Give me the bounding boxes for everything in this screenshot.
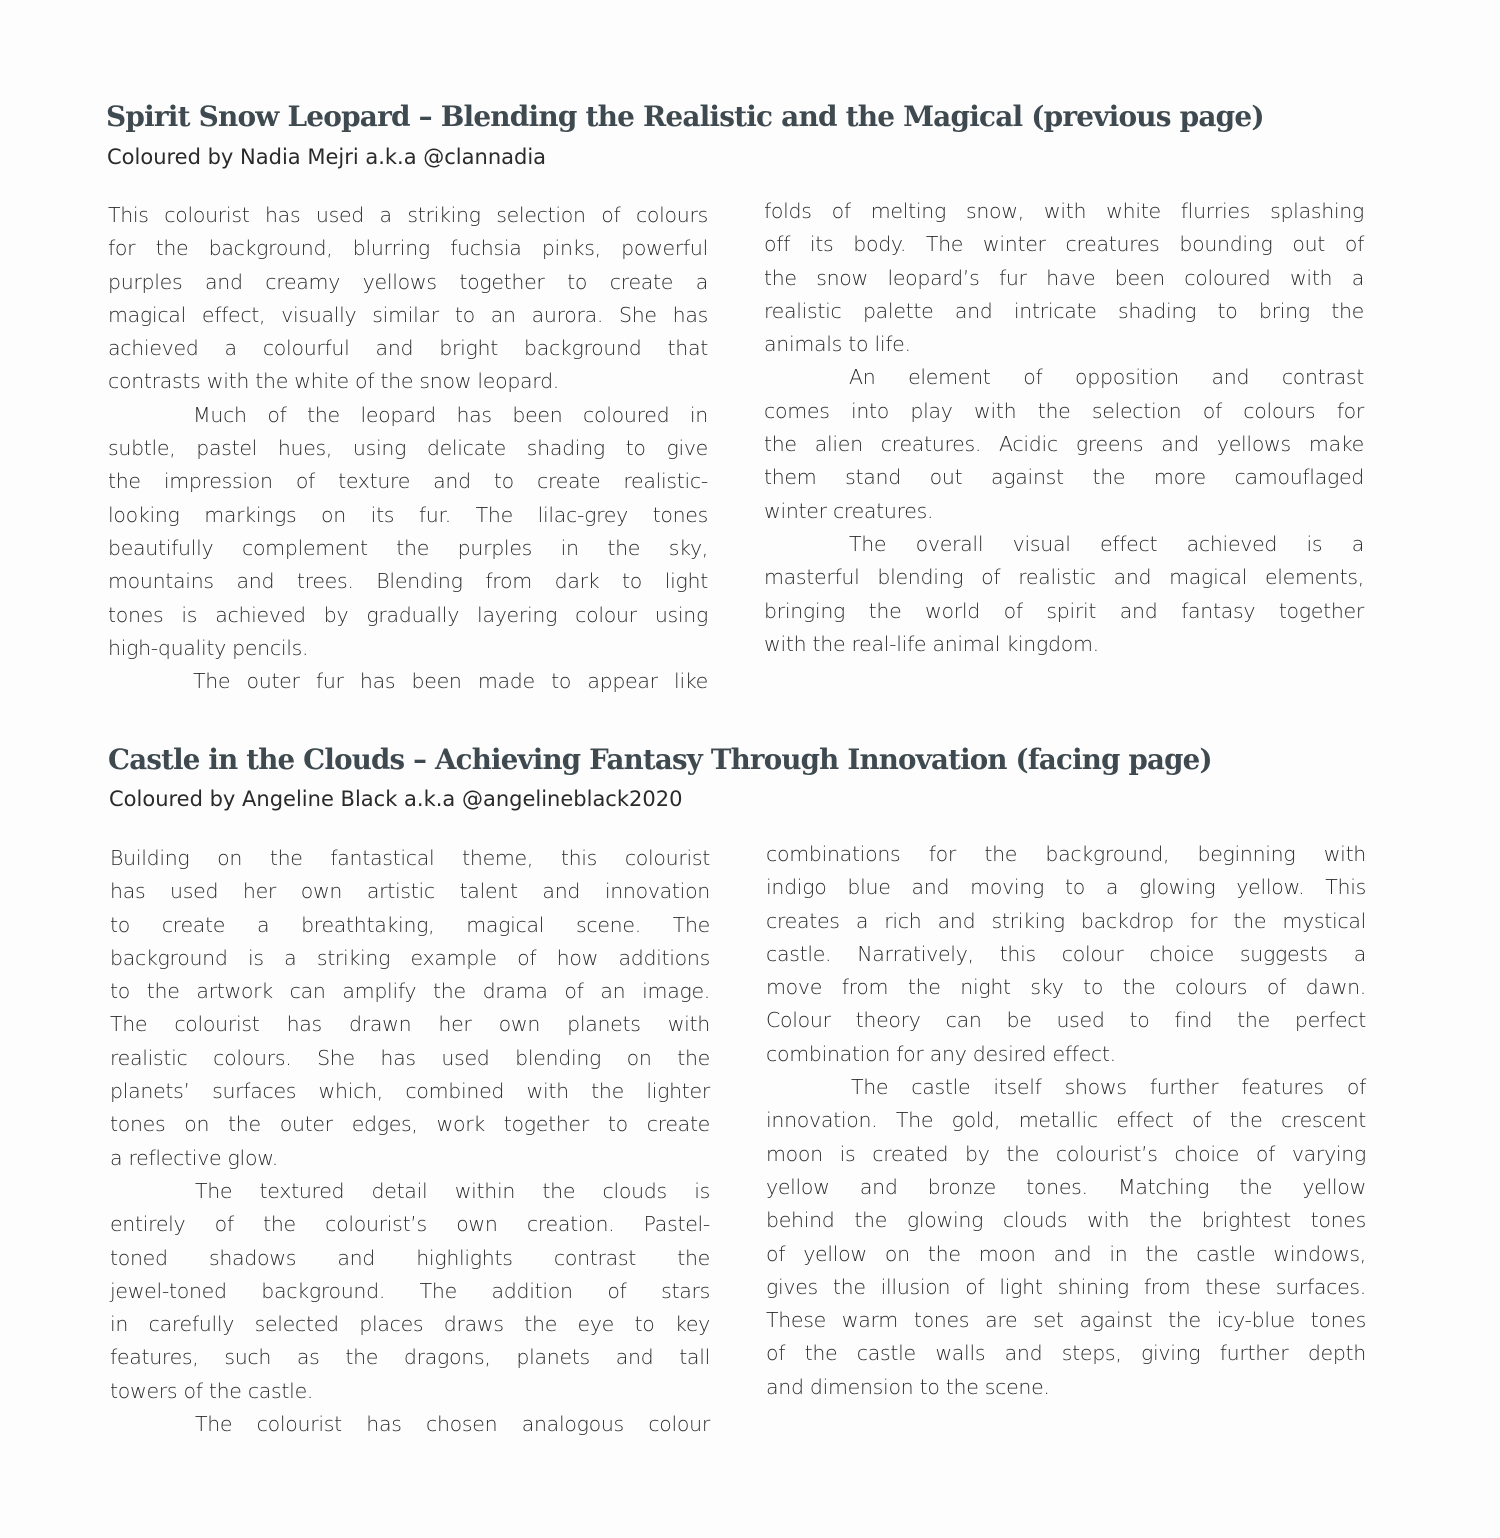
- section-title: Castle in the Clouds – Achieving Fantasy Through Innovation (facing page): [108, 743, 1212, 776]
- text-line: combination for any desired effect.: [766, 1041, 1116, 1066]
- text-line: to the artwork can amplify the drama of an image.: [110, 979, 710, 1004]
- text-line: the impression of texture and to create realistic-: [108, 469, 708, 494]
- text-line: them stand out against the more camouflaged: [764, 465, 1364, 490]
- text-line: of the castle walls and steps, giving further depth: [766, 1341, 1366, 1366]
- text-line: toned shadows and highlights contrast the: [110, 1245, 710, 1270]
- text-line: towers of the castle.: [110, 1378, 314, 1403]
- text-line: tones on the outer edges, work together to create: [110, 1112, 710, 1137]
- text-line: behind the glowing clouds with the brightest tones: [766, 1208, 1366, 1233]
- text-line: looking markings on its fur. The lilac-grey tones: [108, 502, 708, 527]
- section-title: Spirit Snow Leopard – Blending the Realistic and the Magical (previous page): [106, 100, 1264, 133]
- text-line: with the real-life animal kingdom.: [764, 631, 1099, 656]
- text-line: The colourist has drawn her own planets with: [110, 1012, 710, 1037]
- text-line: gives the illusion of light shining from these surfaces.: [766, 1274, 1366, 1299]
- text-line: the snow leopard’s fur have been coloured with a: [764, 265, 1364, 290]
- text-line: high-quality pencils.: [108, 635, 309, 660]
- text-line: innovation. The gold, metallic effect of the crescent: [766, 1108, 1366, 1133]
- text-line: winter creatures.: [764, 498, 934, 523]
- text-line: has used her own artistic talent and innovation: [110, 879, 710, 904]
- text-line: Building on the fantastical theme, this colourist: [110, 846, 710, 870]
- text-line: An element of opposition and contrast: [849, 365, 1364, 390]
- text-line: and dimension to the scene.: [766, 1374, 1050, 1399]
- text-line: indigo blue and moving to a glowing yellow. This: [766, 875, 1366, 900]
- text-line: folds of melting snow, with white flurries splashing: [764, 199, 1364, 223]
- text-line: creates a rich and striking backdrop for the mystical: [766, 908, 1366, 933]
- text-line: Colour theory can be used to find the perfect: [766, 1008, 1366, 1033]
- text-line: castle. Narratively, this colour choice suggests a: [766, 941, 1366, 966]
- text-line: planets’ surfaces which, combined with the lighter: [110, 1079, 710, 1104]
- text-column-left: [108, 199, 708, 698]
- text-line: The castle itself shows further features of: [851, 1075, 1366, 1100]
- text-line: yellow and bronze tones. Matching the yellow: [766, 1174, 1366, 1199]
- text-line: features, such as the dragons, planets and tall: [110, 1345, 710, 1370]
- section-byline: Coloured by Angeline Black a.k.a @angelineblack2020: [109, 787, 683, 811]
- text-line: These warm tones are set against the icy-blue tones: [766, 1308, 1366, 1333]
- text-line: comes into play with the selection of colours for: [764, 398, 1364, 423]
- text-line: combinations for the background, beginning with: [766, 842, 1366, 866]
- text-line: purples and creamy yellows together to create a: [108, 269, 708, 294]
- text-line: The outer fur has been made to appear like: [193, 669, 708, 694]
- text-line: in carefully selected places draws the eye to key: [110, 1312, 710, 1337]
- text-column-right: [766, 838, 1366, 1404]
- text-line: contrasts with the white of the snow leopard.: [108, 369, 559, 394]
- section-byline: Coloured by Nadia Mejri a.k.a @clannadia: [107, 145, 547, 169]
- text-line: the alien creatures. Acidic greens and yellows make: [764, 432, 1364, 457]
- text-line: move from the night sky to the colours of dawn.: [766, 975, 1366, 1000]
- text-line: tones is achieved by gradually layering colour using: [108, 602, 708, 627]
- text-line: This colourist has used a striking selection of colours: [108, 203, 708, 227]
- text-line: a reflective glow.: [110, 1145, 278, 1170]
- text-line: Much of the leopard has been coloured in: [193, 402, 708, 427]
- text-line: beautifully complement the purples in the sky,: [108, 535, 708, 560]
- text-line: mountains and trees. Blending from dark to light: [108, 569, 708, 594]
- text-column-left: [110, 842, 710, 1441]
- text-line: masterful blending of realistic and magical elements,: [764, 565, 1364, 590]
- text-line: entirely of the colourist’s own creation. Pastel-: [110, 1212, 710, 1237]
- text-line: of yellow on the moon and in the castle windows,: [766, 1241, 1366, 1266]
- text-line: realistic palette and intricate shading to bring the: [764, 298, 1364, 323]
- text-line: realistic colours. She has used blending on the: [110, 1045, 710, 1070]
- text-line: The textured detail within the clouds is: [195, 1178, 710, 1203]
- text-line: off its body. The winter creatures bounding out of: [764, 232, 1364, 257]
- text-line: background is a striking example of how additions: [110, 945, 710, 970]
- text-column-right: [764, 195, 1364, 661]
- text-line: for the background, blurring fuchsia pinks, powerful: [108, 236, 708, 261]
- text-line: The colourist has chosen analogous colour: [195, 1412, 710, 1437]
- text-line: moon is created by the colourist’s choice of varying: [766, 1141, 1366, 1166]
- text-line: subtle, pastel hues, using delicate shading to give: [108, 436, 708, 461]
- text-line: The overall visual effect achieved is a: [849, 531, 1364, 556]
- text-line: magical effect, visually similar to an aurora. She has: [108, 302, 708, 327]
- text-line: jewel-toned background. The addition of stars: [110, 1278, 710, 1303]
- text-line: to create a breathtaking, magical scene. The: [110, 912, 710, 937]
- text-line: bringing the world of spirit and fantasy together: [764, 598, 1364, 623]
- text-line: achieved a colourful and bright background that: [108, 336, 708, 361]
- text-line: animals to life.: [764, 332, 911, 357]
